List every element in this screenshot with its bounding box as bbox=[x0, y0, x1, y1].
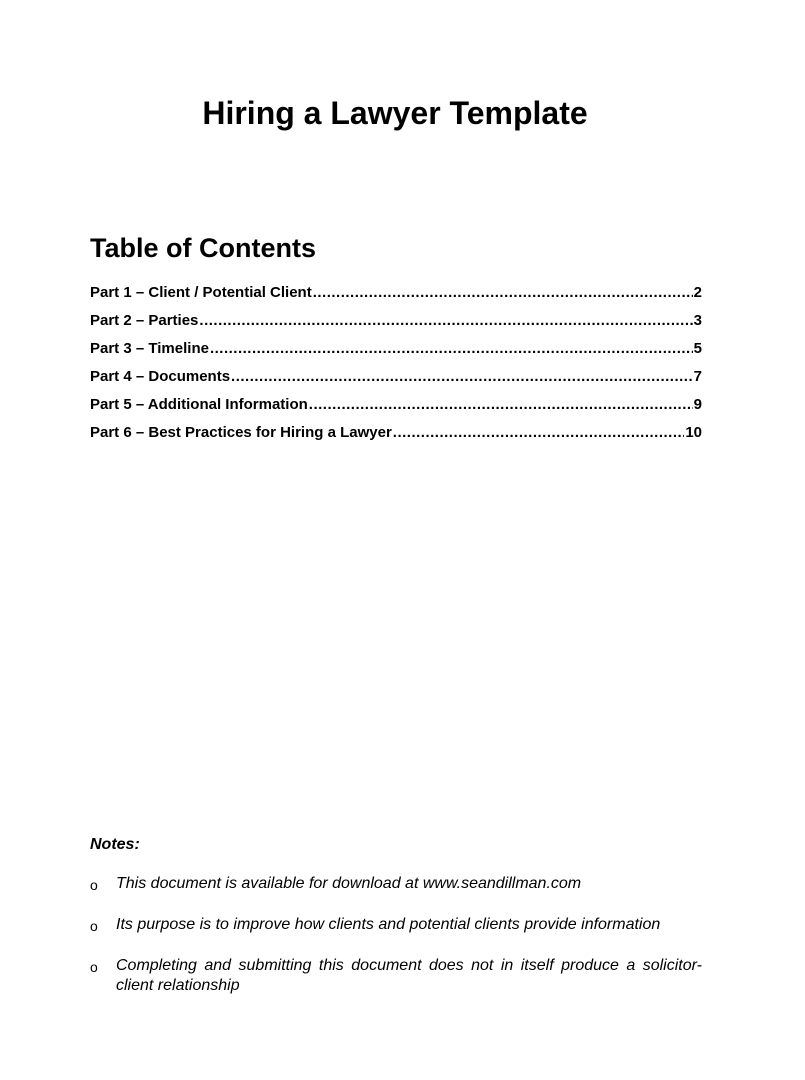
toc-leader-dots bbox=[199, 310, 692, 332]
note-text: Completing and submitting this document does not in itself produce a solicitor-client relationship bbox=[116, 957, 702, 994]
toc-entry-label: Part 1 – Client / Potential Client bbox=[90, 284, 312, 301]
toc-entry-page: 10 bbox=[685, 424, 702, 441]
toc-entry-page: 7 bbox=[693, 368, 702, 385]
toc-entry-part-4[interactable] bbox=[90, 366, 702, 394]
toc-entry-page: 3 bbox=[693, 312, 702, 329]
toc-entry-part-3[interactable] bbox=[90, 338, 702, 366]
toc-entry-part-5[interactable] bbox=[90, 394, 702, 422]
toc-entry-page: 9 bbox=[693, 396, 702, 413]
toc-entry-page: 2 bbox=[693, 284, 702, 301]
document-title: Hiring a Lawyer Template bbox=[202, 95, 588, 131]
toc-entry-page: 5 bbox=[693, 340, 702, 357]
toc-entry-label: Part 4 – Documents bbox=[90, 368, 231, 385]
notes-heading: Notes: bbox=[90, 836, 140, 853]
toc-heading: Table of Contents bbox=[90, 233, 316, 263]
toc-entry-label: Part 3 – Timeline bbox=[90, 340, 209, 357]
toc-entry-label: Part 6 – Best Practices for Hiring a Lawyer bbox=[90, 424, 392, 441]
note-item bbox=[90, 956, 702, 996]
note-item bbox=[90, 915, 702, 937]
toc-entry-label: Part 2 – Parties bbox=[90, 312, 199, 329]
toc-entry-part-1[interactable] bbox=[90, 282, 702, 310]
note-item bbox=[90, 874, 702, 896]
toc-entry-label: Part 5 – Additional Information bbox=[90, 396, 308, 413]
toc-leader-dots bbox=[231, 366, 693, 388]
toc-leader-dots bbox=[309, 394, 693, 416]
toc-entry-part-6[interactable] bbox=[90, 422, 702, 450]
toc-entry-part-2[interactable] bbox=[90, 310, 702, 338]
note-text: Its purpose is to improve how clients and potential clients provide information bbox=[116, 916, 661, 933]
toc-leader-dots bbox=[393, 422, 685, 444]
notes-list bbox=[90, 874, 702, 1015]
table-of-contents bbox=[90, 282, 702, 450]
bullet-circle-icon: o bbox=[90, 877, 98, 893]
toc-leader-dots bbox=[313, 282, 693, 304]
bullet-circle-icon: o bbox=[90, 918, 98, 934]
toc-leader-dots bbox=[210, 338, 693, 360]
bullet-circle-icon: o bbox=[90, 959, 98, 975]
note-text: This document is available for download at www.seandillman.com bbox=[116, 875, 582, 892]
